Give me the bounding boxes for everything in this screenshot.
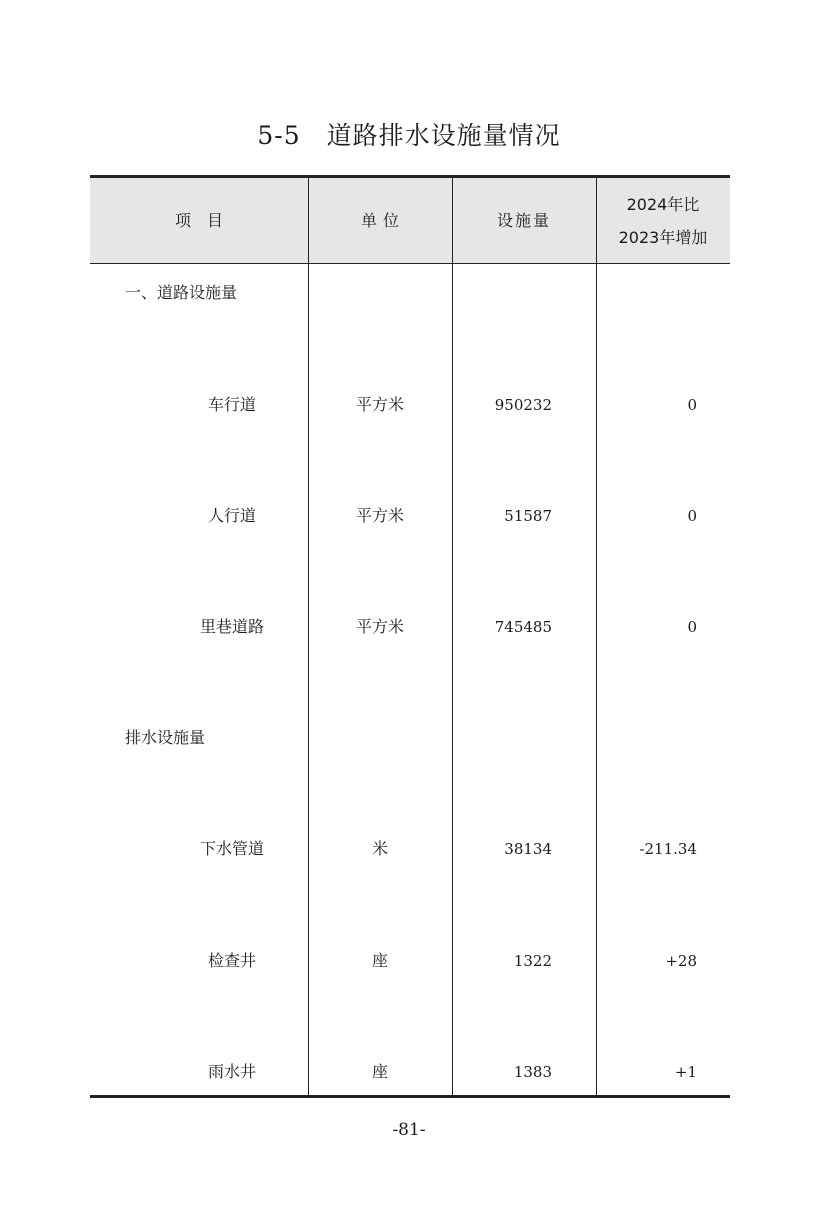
table-row — [90, 834, 730, 864]
item-unit: 平方米 — [355, 395, 404, 414]
item-unit: 座 — [371, 951, 388, 970]
header-change-line1: 2024年比 — [626, 194, 700, 214]
table-row — [90, 390, 730, 420]
item-unit: 座 — [371, 1062, 388, 1081]
item-name: 检查井 — [207, 951, 256, 970]
item-change: -211.34 — [639, 840, 697, 858]
table-header-rule — [90, 263, 730, 264]
table-row — [90, 946, 730, 976]
section-row — [90, 723, 730, 753]
page-title: 5-5 道路排水设施量情况 — [257, 121, 561, 150]
item-name: 雨水井 — [207, 1062, 256, 1081]
item-unit: 平方米 — [355, 617, 404, 636]
table-row — [90, 501, 730, 531]
item-quantity: 1383 — [513, 1063, 552, 1081]
item-change: 0 — [687, 618, 697, 636]
header-change-line2: 2023年增加 — [618, 227, 708, 247]
section-label: 排水设施量 — [125, 728, 206, 747]
item-change: +1 — [674, 1063, 697, 1081]
item-quantity: 51587 — [504, 507, 552, 525]
item-change: +28 — [665, 952, 697, 970]
header-unit: 单位 — [360, 211, 405, 230]
header-item: 项目 — [174, 211, 239, 230]
table-row — [90, 1057, 730, 1087]
item-quantity: 38134 — [504, 840, 552, 858]
item-unit: 平方米 — [355, 506, 404, 525]
header-quantity: 设施量 — [496, 211, 551, 230]
table-bottom-rule — [90, 1095, 730, 1098]
facilities-table — [90, 175, 730, 1098]
section-label: 一、道路设施量 — [125, 283, 238, 302]
item-unit: 米 — [371, 839, 388, 858]
item-name: 里巷道路 — [199, 617, 264, 636]
item-name: 车行道 — [207, 395, 256, 414]
table-row — [90, 612, 730, 642]
item-quantity: 1322 — [513, 952, 552, 970]
item-change: 0 — [687, 396, 697, 414]
header-change — [596, 178, 730, 263]
page-number: -81- — [392, 1120, 426, 1140]
item-quantity: 745485 — [494, 618, 552, 636]
item-name: 下水管道 — [199, 839, 264, 858]
section-row — [90, 278, 730, 308]
item-quantity: 950232 — [494, 396, 552, 414]
item-change: 0 — [687, 507, 697, 525]
item-name: 人行道 — [207, 506, 256, 525]
